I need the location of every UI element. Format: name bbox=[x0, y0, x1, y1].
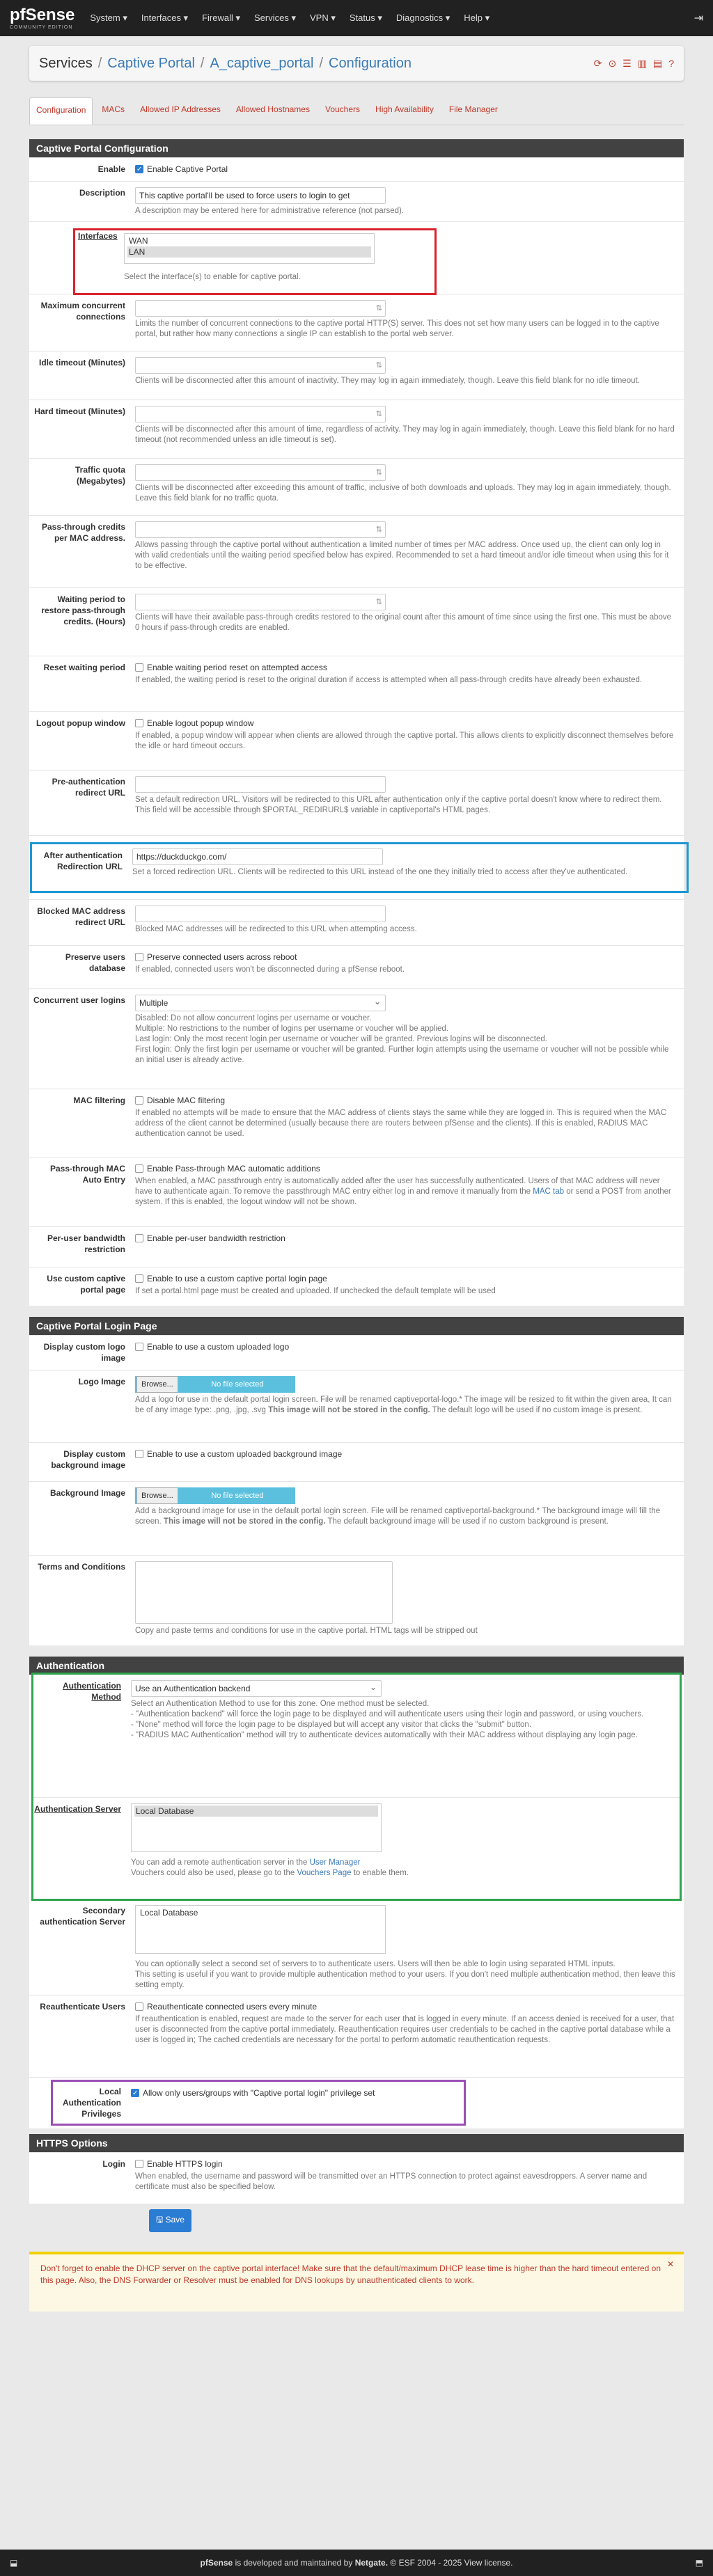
label: After authentication Redirection URL bbox=[43, 851, 123, 871]
row-interfaces bbox=[29, 221, 684, 294]
help: - "RADIUS MAC Authentication" method will try to authenticate devices automatically with their MAC address without displaying any login page. bbox=[131, 1731, 638, 1739]
label: Description bbox=[79, 188, 125, 198]
tab-allowed-hostnames[interactable]: Allowed Hostnames bbox=[235, 104, 310, 114]
reload-icon[interactable]: ⟳ bbox=[593, 57, 602, 69]
help: Add a logo for use in the default portal login screen. File will be renamed captiveportal-logo.* The image will be resized to fit within the given area, It can be of any image type: .png, .jpg, .svg bbox=[135, 1396, 672, 1414]
help: If reauthentication is enabled, request are made to the server for each user that is logged in every minute. If an access denied is received for a user, that user is disconnected from the captive portal immediately. Reauthentication requires user credentials to be cached in the captive portal database while a user is logged in; The cached credentials are necessary for the portal to perform automatic reauthentication requests. bbox=[135, 2015, 675, 2044]
footer bbox=[0, 2550, 713, 2576]
label: MAC filtering bbox=[73, 1096, 125, 1105]
stop-icon[interactable]: ⊙ bbox=[608, 57, 617, 69]
help: When enabled, a MAC passthrough entry is automatically added after the user has successfully authenticated. Users of that MAC address will never have to authenticate again. To remove the passthrough MAC entry either log in and remove it manually from the bbox=[135, 1177, 660, 1196]
browse-button[interactable]: Browse... bbox=[136, 1487, 178, 1504]
menu-help[interactable]: Help ▾ bbox=[464, 13, 490, 23]
save-icon: 🖫 bbox=[156, 2215, 164, 2225]
privilege-checkbox[interactable]: ✓ Allow only users/groups with "Captive portal login" privilege set bbox=[131, 2087, 455, 2099]
row-idle bbox=[29, 351, 684, 400]
help: to enable them. bbox=[353, 1869, 409, 1877]
tab-configuration[interactable]: Configuration bbox=[29, 97, 93, 125]
label: Authentication Method bbox=[63, 1681, 121, 1702]
footer-copyright: © ESF 2004 - 2025 bbox=[390, 2558, 462, 2568]
row-preauth bbox=[29, 770, 684, 835]
help: Copy and paste terms and conditions for use in the captive portal. HTML tags will be stripped out bbox=[135, 1627, 478, 1635]
label: Maximum concurrent connections bbox=[40, 301, 125, 322]
tab-macs[interactable]: MACs bbox=[102, 104, 125, 114]
label: Blocked MAC address redirect URL bbox=[37, 906, 125, 927]
row-secondary bbox=[29, 1899, 684, 1995]
label: Logo Image bbox=[78, 1377, 125, 1386]
row-terms bbox=[29, 1555, 684, 1645]
option-local-db[interactable]: Local Database bbox=[140, 1908, 198, 1918]
label: Reset waiting period bbox=[43, 663, 125, 672]
help: The default background image will be used if no custom background is present. bbox=[327, 1517, 609, 1526]
hard-timeout-input[interactable] bbox=[135, 406, 386, 422]
netgate-link[interactable]: Netgate. bbox=[354, 2558, 389, 2568]
row-passthrough bbox=[29, 515, 684, 587]
after-auth-url-input[interactable]: https://duckduckgo.com/ bbox=[132, 848, 383, 865]
interfaces-highlight bbox=[75, 230, 434, 293]
help: Blocked MAC addresses will be redirected to this URL when attempting access. bbox=[135, 925, 417, 933]
help: Vouchers could also be used, please go to the bbox=[131, 1869, 295, 1877]
help: Add a background image for use in the default portal login screen. File will be renamed captiveportal-background.* The background image will fill the screen. bbox=[135, 1507, 661, 1526]
row-blocked bbox=[29, 899, 684, 945]
license-link[interactable]: View license. bbox=[464, 2558, 513, 2568]
concurrent-logins-select[interactable]: Multiple ⌄ bbox=[135, 995, 386, 1011]
row-logo-image bbox=[29, 1370, 684, 1442]
tab-vouchers[interactable]: Vouchers bbox=[324, 104, 361, 114]
label: Pre-authentication redirect URL bbox=[52, 777, 125, 798]
label: Interfaces bbox=[78, 231, 118, 241]
row-auth-method bbox=[33, 1675, 680, 1797]
panel-title: Captive Portal Configuration bbox=[29, 139, 684, 157]
bg-file-input[interactable] bbox=[135, 1487, 295, 1504]
close-icon[interactable]: ✕ bbox=[666, 2259, 674, 2269]
help: Clients will be disconnected after exceeding this amount of traffic, inclusive of both downloads and uploads. They may log in again immediately, though. Leave this field blank for no traffic quota. bbox=[135, 484, 671, 503]
description-input[interactable]: This captive portal'll be used to force users to login to get bbox=[135, 187, 386, 204]
no-file-text: No file selected bbox=[211, 1492, 264, 1500]
save-label: Save bbox=[165, 2215, 185, 2225]
row-preserve bbox=[29, 945, 684, 988]
footer-brand: pfSense bbox=[200, 2558, 233, 2568]
waiting-period-input[interactable] bbox=[135, 594, 386, 610]
help: If enabled, the waiting period is reset to the original duration if access is attempted when all pass-through credits have already been exhausted. bbox=[135, 676, 643, 684]
label: Authentication Server bbox=[34, 1804, 121, 1814]
label: Pass-through MAC Auto Entry bbox=[50, 1164, 125, 1185]
option-local-db[interactable]: Local Database bbox=[134, 1805, 378, 1817]
breadcrumb-configuration[interactable]: Configuration bbox=[329, 55, 412, 71]
enable-checkbox[interactable]: ✓ Enable Captive Portal bbox=[135, 164, 675, 175]
panel-authentication bbox=[29, 1657, 684, 2128]
help: The default logo will be used if no custom image is present. bbox=[432, 1406, 643, 1414]
breadcrumb-zone[interactable]: A_captive_portal bbox=[210, 55, 314, 71]
help: Set a default redirection URL. Visitors will be redirected to this URL after authentication only if the captive portal doesn't know where to redirect them. This field will be accessible through $PORTAL_REDIRURL$ variable in captiveportal's HTML pages. bbox=[135, 796, 662, 814]
help: If set a portal.html page must be created and uploaded. If unchecked the default template will be used bbox=[135, 1287, 496, 1295]
privileges-highlight bbox=[53, 2082, 464, 2124]
menu-status[interactable]: Status ▾ bbox=[349, 13, 382, 23]
help: - "Authentication backend" will force the login page to be displayed and will authenticate users using their login and password, or using vouchers. bbox=[131, 1710, 644, 1718]
help: Last login: Only the most recent login per username or voucher will be granted. Previous logins will be disconnected. bbox=[135, 1035, 547, 1043]
chart-icon[interactable]: ▥ bbox=[637, 57, 647, 69]
row-popup bbox=[29, 711, 684, 770]
help: Clients will be disconnected after this amount of inactivity. They may log in again immediately, though. Leave this field blank for no idle timeout. bbox=[135, 377, 640, 385]
preauth-url-input[interactable] bbox=[135, 776, 386, 793]
row-https-login bbox=[29, 2152, 684, 2204]
help-bold: This image will not be stored in the config. bbox=[268, 1406, 430, 1414]
tab-high-availability[interactable]: High Availability bbox=[375, 104, 434, 114]
menu-diagnostics[interactable]: Diagnostics ▾ bbox=[395, 13, 450, 23]
help: Allows passing through the captive portal without authentication a limited number of times per MAC address. Once used up, the client can only log in with valid credentials until the waiting period specified below has expired. Recommended to set a hard timeout and/or idle timeout when using this for it to be effective. bbox=[135, 541, 669, 570]
vouchers-page-link[interactable]: Vouchers Page bbox=[297, 1869, 352, 1877]
reauth-checkbox[interactable]: Reauthenticate connected users every minute bbox=[135, 2001, 675, 2012]
help: Select the interface(s) to enable for captive portal. bbox=[124, 273, 301, 281]
label: Local Authentication Privileges bbox=[63, 2087, 121, 2119]
help: Disabled: Do not allow concurrent logins per username or voucher. bbox=[135, 1014, 372, 1022]
bandwidth-checkbox[interactable]: Enable per-user bandwidth restriction bbox=[135, 1233, 675, 1244]
label: Terms and Conditions bbox=[38, 1562, 125, 1572]
label: Login bbox=[102, 2159, 125, 2169]
auth-highlight bbox=[33, 1675, 680, 1899]
logo-file-input[interactable] bbox=[135, 1376, 295, 1393]
help: Set a forced redirection URL. Clients will be redirected to this URL instead of the one they initially tried to access after they've authenticated. bbox=[132, 868, 628, 876]
row-quota bbox=[29, 458, 684, 515]
row-enable bbox=[29, 157, 684, 181]
tab-allowed-ip[interactable]: Allowed IP Addresses bbox=[140, 104, 221, 114]
traffic-quota-input[interactable] bbox=[135, 464, 386, 481]
row-reauth bbox=[29, 1995, 684, 2077]
breadcrumb-services: Services bbox=[39, 55, 93, 71]
mac-filtering-checkbox[interactable]: Disable MAC filtering bbox=[135, 1095, 675, 1106]
passthrough-credits-input[interactable] bbox=[135, 521, 386, 538]
row-max-conn bbox=[29, 294, 684, 351]
label: Secondary authentication Server bbox=[40, 1906, 125, 1927]
user-manager-link[interactable]: User Manager bbox=[309, 1858, 361, 1867]
label: Reauthenticate Users bbox=[40, 2002, 125, 2012]
settings-icon[interactable]: ☰ bbox=[622, 57, 632, 69]
row-after-auth bbox=[29, 835, 684, 899]
terms-textarea[interactable] bbox=[135, 1561, 393, 1624]
menu-services[interactable]: Services ▾ bbox=[254, 13, 297, 23]
row-concurrent bbox=[29, 988, 684, 1089]
label: Background Image bbox=[49, 1488, 125, 1498]
row-privileges bbox=[29, 2077, 684, 2128]
custom-bg-checkbox[interactable]: Enable to use a custom uploaded background image bbox=[135, 1448, 675, 1460]
custom-page-checkbox[interactable]: Enable to use a custom captive portal login page bbox=[135, 1273, 675, 1284]
label: Concurrent user logins bbox=[33, 995, 125, 1005]
help: If enabled, a popup window will appear when clients are allowed through the captive portal. This allows clients to explicitly disconnect themselves before the idle or hard timeout occurs. bbox=[135, 732, 674, 750]
label: Pass-through credits per MAC address. bbox=[41, 522, 125, 543]
after-auth-highlight bbox=[32, 844, 687, 891]
auth-method-select[interactable]: Use an Authentication backend ⌄ bbox=[131, 1680, 382, 1697]
scroll-top-icon[interactable]: ⬒ bbox=[695, 2558, 703, 2568]
help-icon[interactable]: ? bbox=[668, 57, 674, 69]
row-reset bbox=[29, 656, 684, 711]
menu-system[interactable]: System ▾ bbox=[90, 13, 127, 23]
panel-captive-portal-config bbox=[29, 139, 684, 1306]
breadcrumb: Services / Captive Portal / A_captive_portal / Configuration ⟳ ⊙ ☰ ▥ ▤ ? bbox=[29, 46, 684, 81]
row-custom-page bbox=[29, 1267, 684, 1306]
mac-tab-link[interactable]: MAC tab bbox=[533, 1187, 565, 1196]
edition-text: COMMUNITY EDITION bbox=[10, 24, 73, 30]
https-login-checkbox[interactable]: Enable HTTPS login bbox=[135, 2158, 675, 2170]
label: Enable bbox=[97, 164, 125, 174]
main-menu bbox=[90, 13, 489, 24]
help: If enabled, connected users won't be disconnected during a pfSense reboot. bbox=[135, 965, 405, 974]
menu-firewall[interactable]: Firewall ▾ bbox=[202, 13, 241, 23]
custom-logo-checkbox[interactable]: Enable to use a custom uploaded logo bbox=[135, 1341, 675, 1352]
help: First login: Only the first login per username or voucher will be granted. Further login attempts using the username or voucher will not be possible while an initial user is already active. bbox=[135, 1045, 669, 1064]
max-connections-input[interactable] bbox=[135, 300, 386, 317]
panel-title: Authentication bbox=[29, 1657, 684, 1675]
row-waiting bbox=[29, 587, 684, 656]
label: Idle timeout (Minutes) bbox=[39, 358, 125, 368]
row-bg bbox=[29, 1442, 684, 1481]
help: - "None" method will force the login page to be displayed but will accept any visitor that clicks the "submit" button. bbox=[131, 1721, 532, 1729]
help: Clients will be disconnected after this amount of time, regardless of activity. They may log in again immediately, though. Leave this field blank for no hard timeout (not recommended unless an idle timeout is set). bbox=[135, 425, 675, 444]
auth-server-select[interactable] bbox=[131, 1803, 382, 1852]
help: Multiple: No restrictions to the number of logins per username or voucher will be applied. bbox=[135, 1025, 448, 1033]
help: You can optionally select a second set of servers to to authenticate users. Users will then be able to login using separated HTML inputs. bbox=[135, 1960, 616, 1968]
list-icon[interactable]: ▤ bbox=[652, 57, 663, 69]
help: This setting is useful if you want to provide multiple authentication method to your users. If you don't need multiple authentication method, then leave this setting empty. bbox=[135, 1970, 675, 1989]
scroll-icon[interactable]: ⬓ bbox=[10, 2558, 18, 2568]
footer-text: is developed and maintained by bbox=[235, 2558, 353, 2568]
label: Display custom background image bbox=[51, 1449, 125, 1470]
preserve-users-checkbox[interactable]: Preserve connected users across reboot bbox=[135, 951, 675, 963]
label: Display custom logo image bbox=[43, 1342, 125, 1363]
label: Traffic quota (Megabytes) bbox=[75, 465, 125, 486]
row-pt-mac bbox=[29, 1157, 684, 1226]
row-auth-server bbox=[33, 1797, 680, 1892]
panel-https bbox=[29, 2134, 684, 2204]
panel-title: HTTPS Options bbox=[29, 2134, 684, 2152]
passthrough-mac-checkbox[interactable]: Enable Pass-through MAC automatic additions bbox=[135, 1163, 675, 1174]
help: Clients will have their available pass-through credits restored to the original count after this amount of time since using the first one. This must be above 0 hours if pass-through credits are enabled. bbox=[135, 613, 672, 632]
help: A description may be entered here for administrative reference (not parsed). bbox=[135, 207, 405, 215]
secondary-server-select[interactable] bbox=[135, 1905, 386, 1954]
label: Preserve users database bbox=[65, 952, 125, 973]
toolbar bbox=[594, 58, 674, 70]
row-bandwidth bbox=[29, 1226, 684, 1267]
logout-popup-checkbox[interactable]: Enable logout popup window bbox=[135, 718, 675, 729]
help: You can add a remote authentication server in the bbox=[131, 1858, 308, 1867]
menu-vpn[interactable]: VPN ▾ bbox=[310, 13, 336, 23]
interfaces-select[interactable] bbox=[124, 233, 375, 264]
help: or send a POST from another system. If this is enabled, the logout window will not be shown. bbox=[135, 1187, 671, 1206]
help: Select an Authentication Method to use for this zone. One method must be selected. bbox=[131, 1700, 430, 1708]
label: Logout popup window bbox=[36, 718, 125, 728]
label: Hard timeout (Minutes) bbox=[34, 406, 125, 416]
blocked-mac-url-input[interactable] bbox=[135, 906, 386, 922]
reset-waiting-checkbox[interactable]: Enable waiting period reset on attempted access bbox=[135, 662, 675, 673]
pfsense-logo[interactable] bbox=[10, 7, 75, 30]
panel-title: Captive Portal Login Page bbox=[29, 1317, 684, 1335]
row-logo bbox=[29, 1335, 684, 1370]
label: Waiting period to restore pass-through credits. (Hours) bbox=[41, 594, 125, 626]
help: When enabled, the username and password will be transmitted over an HTTPS connection to protect against eavesdroppers. A server name and certificate must also be specified below. bbox=[135, 2172, 648, 2191]
tab-file-manager[interactable]: File Manager bbox=[448, 104, 498, 114]
menu-interfaces[interactable]: Interfaces ▾ bbox=[141, 13, 189, 23]
row-bg-image bbox=[29, 1481, 684, 1555]
option-lan[interactable]: LAN bbox=[127, 246, 371, 258]
label: Per-user bandwidth restriction bbox=[47, 1233, 125, 1254]
save-button[interactable] bbox=[149, 2209, 191, 2232]
browse-button[interactable]: Browse... bbox=[136, 1376, 178, 1393]
breadcrumb-captive-portal[interactable]: Captive Portal bbox=[107, 55, 195, 71]
label: Use custom captive portal page bbox=[47, 1274, 125, 1295]
help-bold: This image will not be stored in the config. bbox=[163, 1517, 326, 1526]
help: If enabled no attempts will be made to ensure that the MAC address of clients stays the same while they are logged in. This is required when the MAC address of the client cannot be determined (usually because there are routers between pfSense and the clients). If this is enabled, RADIUS MAC authentication cannot be used. bbox=[135, 1109, 667, 1138]
logout-icon[interactable]: ⇥ bbox=[694, 13, 703, 24]
navbar bbox=[0, 0, 713, 36]
brand-text: pfSense bbox=[10, 5, 75, 24]
help: Limits the number of concurrent connections to the captive portal HTTP(S) server. This does not set how many users can be logged in to the captive portal, but rather how many connections a single IP can establish to the portal web server. bbox=[135, 319, 659, 338]
alert-text: Don't forget to enable the DHCP server on the captive portal interface! Make sure that the default/maximum DHCP lease time is higher than the hard timeout entered on this page. Also, the DNS Forwarder or Resolver must be enabled for DNS lookups by unauthenticated clients to work. bbox=[40, 2263, 661, 2285]
dhcp-alert bbox=[29, 2252, 684, 2312]
no-file-text: No file selected bbox=[211, 1380, 264, 1389]
idle-timeout-input[interactable] bbox=[135, 357, 386, 374]
tab-bar bbox=[29, 97, 684, 125]
option-wan[interactable]: WAN bbox=[129, 236, 148, 246]
panel-login-page bbox=[29, 1317, 684, 1645]
row-description bbox=[29, 181, 684, 221]
row-hard bbox=[29, 400, 684, 458]
row-mac-filter bbox=[29, 1089, 684, 1157]
